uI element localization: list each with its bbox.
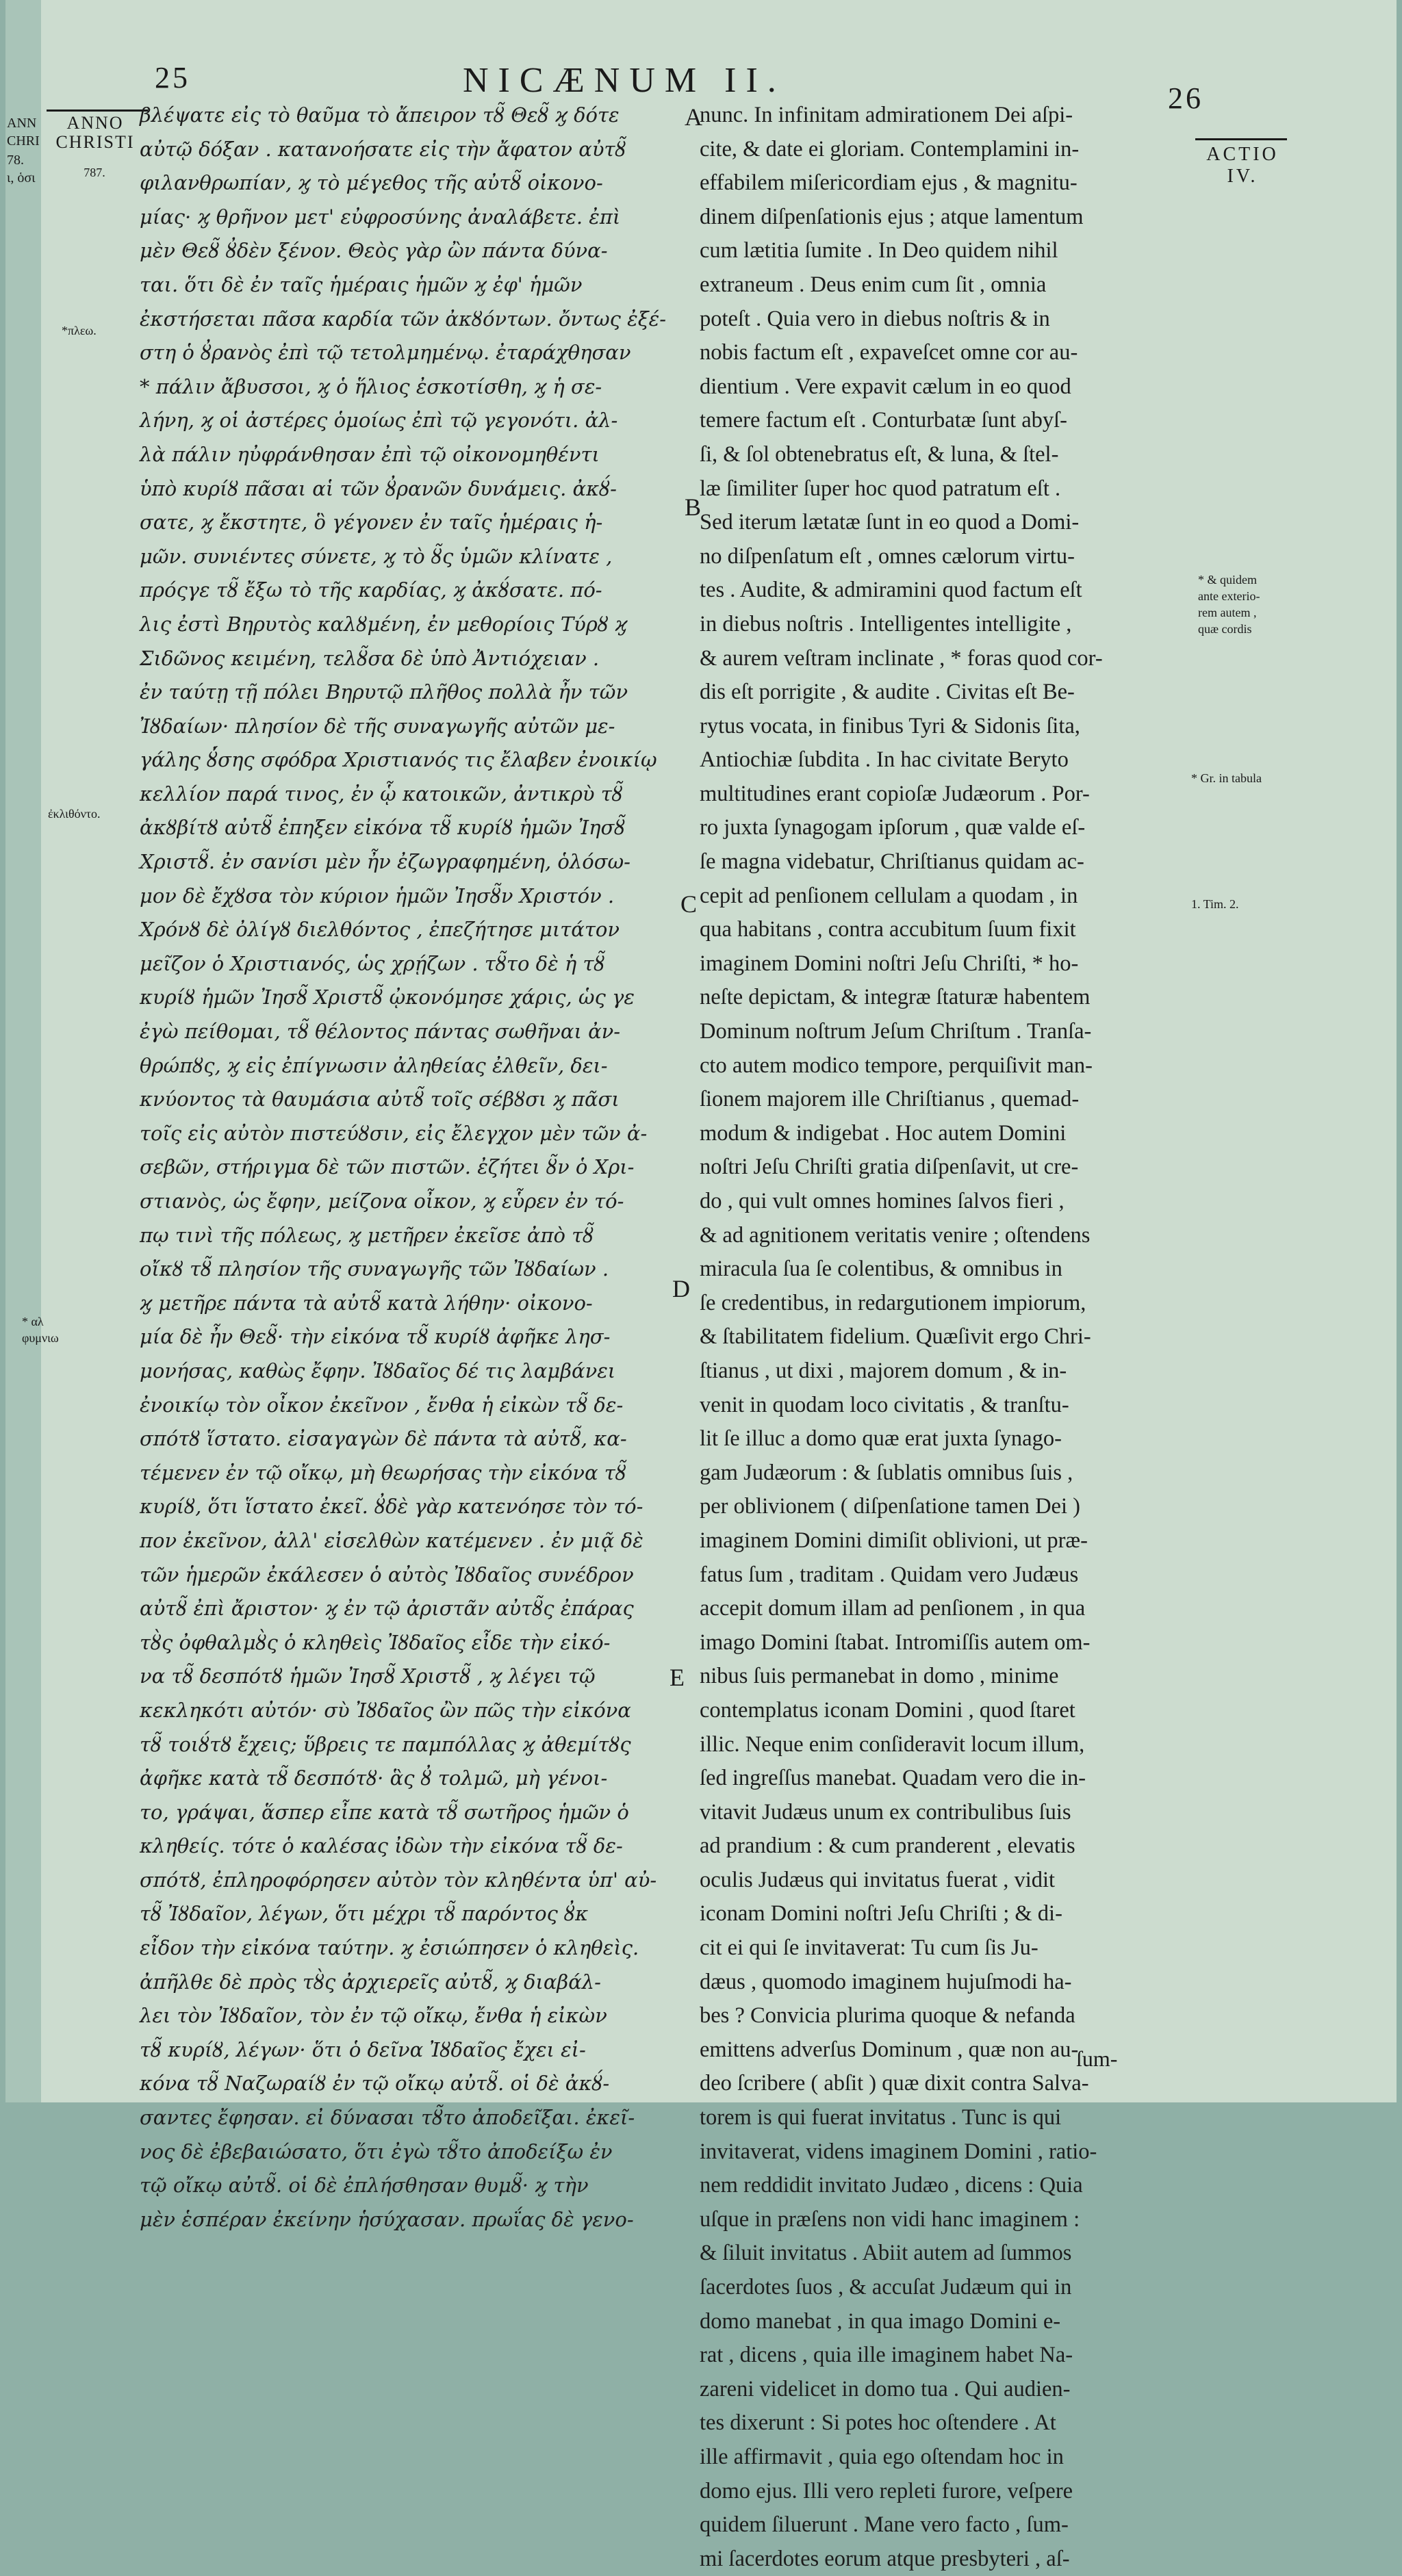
latin-text-line: dinem diſpenſationis ejus ; atque lamentum [700, 204, 1084, 229]
margin-actio: ACTIO [1206, 144, 1279, 165]
margin-note-tim: 1. Tim. 2. [1191, 897, 1239, 911]
latin-text-line: cto autem modico tempore, perquiſivit man- [700, 1053, 1093, 1078]
page [5, 0, 1397, 2571]
latin-text-line: Dominum noſtrum Jeſum Chriſtum . Tranſa- [700, 1019, 1092, 1044]
greek-text-line: κυρίȣ ἡμῶν Ἰησȣ̃ Χριστȣ̃ ᾠκονόμησε χάρις, ὡς γε [140, 986, 635, 1009]
greek-text-line: ἐκστήσεται πᾶσα καρδία τῶν ἀκȣόντων. ὄντως ἐξέ- [140, 307, 667, 331]
latin-text-line: ille affirmavit , quia ego oſtendam hoc in [700, 2444, 1064, 2469]
section-marker-d: D [672, 1275, 690, 1302]
greek-text-line: τȣ̀ς ὀφθαλμȣ̀ς ὁ κληθεὶς Ἰȣδαῖος εἶδε τὴν εἰκό- [140, 1630, 611, 1654]
latin-text-line: ro juxta ſynagogam ipſorum , quæ valde eſ- [700, 815, 1086, 840]
greek-text-line: σεβῶν, στήριγμα δὲ τῶν πιστῶν. ἐζήτει ȣ̃ν ὁ Χρι- [140, 1155, 635, 1179]
latin-text-line: uſque in præſens non vidi hanc imaginem : [700, 2206, 1080, 2232]
latin-text-line: invitaverat, videns imaginem Domini , ratio- [700, 2139, 1097, 2164]
section-marker-e: E [670, 1664, 685, 1691]
latin-text-line: dæus , quomodo imaginem hujuſmodi ha- [700, 1969, 1072, 1994]
greek-text-line: τοῖς εἰς αὐτὸν πιστεύȣσιν, εἰς ἔλεγχον μὲν τῶν ἀ- [140, 1121, 648, 1145]
latin-text-line: fatus ſum , traditam . Quidam vero Judæus [700, 1562, 1079, 1587]
latin-text-line: domo manebat , in qua imago Domini e- [700, 2308, 1061, 2334]
latin-text-line: do , qui vult omnes homines ſalvos fieri , [700, 1189, 1065, 1213]
greek-column [140, 99, 687, 2237]
latin-text-line: contemplatus iconam Domini , quod ſtaret [700, 1697, 1075, 1723]
greek-text-line: ὑπὸ κυρίȣ πᾶσαι αἱ τῶν ȣ̓ρανῶν δυνάμεις. ἀκȣ́- [140, 476, 617, 500]
latin-text-line: noſtri Jeſu Chriſti gratia diſpenſavit, ut cre- [700, 1155, 1079, 1180]
latin-text-line: dientium . Vere expavit cælum in eo quod [700, 374, 1071, 399]
latin-text-line: cum lætitia ſumite . In Deo quidem nihil [700, 238, 1058, 263]
latin-text-line: ſe credentibus, in redargutionem impiorum, [700, 1290, 1086, 1315]
greek-text-line: Ἰȣδαίων· πλησίον δὲ τῆς συναγωγῆς αὐτῶν με- [140, 714, 615, 738]
margin-note-quidem-2: ante exterio- [1198, 589, 1260, 603]
greek-text-line: αὐτȣ̃ ἐπὶ ἄριστον· ϗ ἐν τῷ ἀριστᾶν αὐτȣ̃ς ἐπάρας [140, 1597, 634, 1621]
latin-text-line: imaginem Domini noſtri Jeſu Chriſti, * ho- [700, 951, 1079, 976]
latin-text-line: poteſt . Quia vero in diebus noſtris & in [700, 306, 1050, 331]
margin-note-1: *πλεω. [62, 324, 97, 337]
greek-text-line: μῶν. συνιέντες σύνετε, ϗ τὸ ȣ̃ς ὑμῶν κλίνατε , [140, 544, 613, 568]
greek-text-line: ἀφῆκε κατὰ τȣ̃ δεσπότȣ· ἃς ȣ̓ τολμῶ, μὴ γένοι- [140, 1766, 608, 1790]
greek-text-line: ἐνοικίῳ τὸν οἶκον ἐκεῖνον , ἔνθα ἡ εἰκὼν τȣ̃ δε- [140, 1393, 624, 1417]
latin-text-line: torem is qui fuerat invitatus . Tunc is qui [700, 2105, 1062, 2130]
latin-text-line: nunc. In infinitam admirationem Dei aſpi- [700, 103, 1073, 127]
latin-text-line: & ad agnitionem veritatis venire ; oſtendens [700, 1222, 1091, 1248]
margin-note-quidem-3: rem autem , [1198, 606, 1257, 619]
margin-note-3: * αλ [22, 1315, 44, 1328]
cut-text-2: CHRI [7, 133, 40, 149]
latin-text-line: tes dixerunt : Si potes hoc oſtendere . At [700, 2410, 1056, 2436]
latin-text-line: cit ei qui ſe invitaverat: Tu cum ſis Ju- [700, 1935, 1038, 1961]
latin-text-line: ſed ingreſſus manebat. Quadam vero die in- [700, 1766, 1086, 1791]
greek-text-line: στιανὸς, ὡς ἔφην, μείζονα οἶκον, ϗ εὗρεν ἐν τό- [140, 1189, 624, 1213]
greek-text-line: μον δὲ ἔχȣσα τὸν κύριον ἡμῶν Ἰησȣ̃ν Χριστόν . [140, 884, 615, 907]
latin-text-line: nibus ſuis permanebat in domo , minime [700, 1664, 1059, 1689]
latin-text-line: emittens adverſus Dominum , quæ non au- [700, 2037, 1079, 2062]
catchword: ſum- [1076, 2046, 1118, 2071]
latin-text-line: & ſiluit invitatus . Abiit autem ad ſummos [700, 2241, 1072, 2266]
greek-text-line: αὐτῷ δόξαν . κατανοήσατε εἰς τὴν ἄφατον αὐτȣ̃ [140, 137, 626, 161]
section-marker-a: A [685, 103, 702, 131]
gutter-strip [5, 0, 41, 2102]
latin-text-line: effabilem miſericordiam ejus , & magnitu- [700, 170, 1078, 196]
greek-text-line: λὰ πάλιν ηὐφράνθησαν ἐπὶ τῷ οἰκονομηθέντι [140, 442, 600, 466]
greek-text-line: τȣ̃ Ἰȣδαῖον, λέγων, ὅτι μέχρι τȣ̃ παρόντος ȣ̓κ [140, 1902, 589, 1926]
latin-text-line: imaginem Domini dimiſit oblivioni, ut præ- [700, 1528, 1088, 1553]
greek-text-line: σατε, ϗ ἔκστητε, ὃ γέγονεν ἐν ταῖς ἡμέραις ἡ- [140, 511, 603, 534]
margin-actio-number: IV. [1227, 166, 1258, 187]
greek-text-line: Χριστȣ̃. ἐν σανίσι μὲν ἦν ἐζωγραφημένη, ὁλόσω- [140, 850, 630, 874]
latin-text-line: cite, & date ei gloriam. Contemplamini in- [700, 136, 1080, 162]
latin-text-line: oculis Judæus qui invitatus fuerat , vidit [700, 1867, 1056, 1892]
greek-text-line: στη ὁ ȣ̓ρανὸς ἐπὶ τῷ τετολμημένῳ. ἐταράχθησαν [140, 341, 631, 365]
greek-text-line: φιλανθρωπίαν, ϗ τὸ μέγεθος τῆς αὐτȣ̃ οἰκονο- [140, 171, 603, 195]
greek-text-line: μία δὲ ἦν Θεȣ̃· τὴν εἰκόνα τȣ̃ κυρίȣ ἀφῆκε λησ- [140, 1325, 611, 1349]
greek-text-line: τέμενεν ἐν τῷ οἴκῳ, μὴ θεωρήσας τὴν εἰκόνα τȣ̃ [140, 1460, 626, 1484]
greek-text-line: λήνη, ϗ οἱ ἀστέρες ὁμοίως ἐπὶ τῷ γεγονότι. ἀλ- [140, 409, 618, 433]
latin-text-line: neſte depictam, & integræ ſtaturæ habentem [700, 985, 1091, 1010]
greek-text-line: τῷ οἴκῳ αὐτȣ̃. οἱ δὲ ἐπλήσθησαν θυμȣ̃· ϗ τὴν [140, 2174, 589, 2198]
latin-text-line: ſi, & ſol obtenebratus eſt, & luna, & ſtel- [700, 441, 1059, 467]
latin-text-line: Sed iterum lætatæ ſunt in eo quod a Domi- [700, 510, 1080, 535]
margin-note-4: φυμνιω [22, 1331, 59, 1345]
greek-text-line: Σιδῶνος κειμένη, τελȣ̃σα δὲ ὑπὸ Ἀντιόχειαν . [140, 646, 600, 670]
latin-text-line: & aurem veſtram inclinate , * foras quod cor- [700, 645, 1103, 671]
latin-text-line: temere factum eſt . Conturbatæ ſunt abyſ- [700, 408, 1067, 433]
latin-text-line: ſtianus , ut dixi , majorem domum , & in- [700, 1358, 1067, 1383]
latin-text-line: miracula ſua ſe colentibus, & omnibus in [700, 1257, 1062, 1282]
margin-note-2: ἐκλιθόντο. [48, 807, 101, 821]
latin-text-line: rytus vocata, in finibus Tyri & Sidonis ſita, [700, 713, 1080, 738]
latin-text-line: quidem ſiluerunt . Mane vero facto , ſum- [700, 2512, 1069, 2538]
latin-text-line: & ſtabilitatem fidelium. Quæſivit ergo Chri- [700, 1324, 1091, 1350]
greek-text-line: κεκληκότι αὐτόν· σὺ Ἰȣδαῖος ὢν πῶς τὴν εἰκόνα [140, 1698, 631, 1722]
latin-text-line: zareni videlicet in domo tua . Qui audien- [700, 2376, 1071, 2401]
greek-text-line: μονήσας, καθὼς ἔφην. Ἰȣδαῖος δέ τις λαμβάνει [140, 1358, 616, 1382]
cut-text-1: ANN [7, 116, 37, 131]
greek-text-line: εἶδον τὴν εἰκόνα ταύτην. ϗ ἐσιώπησεν ὁ κληθεὶς. [140, 1936, 639, 1960]
latin-text-line: imago Domini ſtabat. Intromiſſis autem om- [700, 1630, 1091, 1655]
latin-text-line: qua habitans , contra accubitum ſuum fixit [700, 917, 1076, 942]
greek-text-line: κόνα τȣ̃ Ναζωραίȣ ἐν τῷ οἴκῳ αὐτȣ̃. οἱ δὲ ἀκȣ́- [140, 2072, 610, 2096]
greek-text-line: ἐγὼ πείθομαι, τȣ̃ θέλοντος πάντας σωθῆναι ἀν- [140, 1020, 621, 1044]
greek-text-line: κληθείς. τότε ὁ καλέσας ἰδὼν τὴν εἰκόνα τȣ̃ δε- [140, 1834, 623, 1858]
latin-text-line: Antiochiæ ſubdita . In hac civitate Beryto [700, 747, 1069, 773]
greek-text-line: κνύοντος τὰ θαυμάσια αὐτȣ̃ τοῖς σέβȣσι ϗ πᾶσι [140, 1087, 620, 1111]
greek-text-line: μὲν Θεȣ̃ ȣ̓δὲν ξένον. Θεὸς γὰρ ὢν πάντα δύνα- [140, 239, 608, 263]
greek-text-line: νος δὲ ἐβεβαιώσατο, ὅτι ἐγὼ τȣ̃το ἀποδείξω ἐν [140, 2139, 613, 2163]
latin-text-line: ſionem majorem ille Chriſtianus , quemad- [700, 1087, 1080, 1112]
greek-text-line: ἀκȣβίτȣ αὐτȣ̃ ἐπηξεν εἰκόνα τȣ̃ κυρίȣ ἡμῶν Ἰησȣ̃ [140, 816, 626, 840]
latin-text-line: extraneum . Deus enim cum ſit , omnia [700, 272, 1047, 297]
greek-text-line: τῶν ἡμερῶν ἐκάλεσεν ὁ αὐτὸς Ἰȣδαῖος συνέδρον [140, 1562, 634, 1586]
greek-text-line: πον ἐκεῖνον, ἀλλ' εἰσελθὼν κατέμενεν . ἐν μιᾷ δὲ [140, 1528, 643, 1552]
latin-text-line: cepit ad penſionem cellulam a quodam , in [700, 883, 1078, 908]
margin-anno: ANNO [66, 113, 124, 133]
greek-text-line: ἀπῆλθε δὲ πρὸς τȣ̀ς ἀρχιερεῖς αὐτȣ̃, ϗ διαβάλ- [140, 1970, 601, 1994]
latin-text-line: rat , dicens , quia ille imaginem habet Na- [700, 2343, 1073, 2368]
latin-text-line: dis eſt porrigite , & audite . Civitas eſt Be- [700, 680, 1075, 705]
greek-text-line: βλέψατε εἰς τὸ θαῦμα τὸ ἄπειρον τȣ̃ Θεȣ̃ ϗ δότε [140, 103, 620, 127]
greek-text-line: πρόςγε τȣ̃ ἔξω τὸ τῆς καρδίας, ϗ ἀκȣ́σατε. πό- [140, 578, 602, 602]
latin-text-line: lit ſe illuc a domo quæ erat juxta ſynago- [700, 1426, 1062, 1452]
greek-text-line: Χρόνȣ δὲ ὀλίγȣ διελθόντος , ἐπεζήτησε μιτάτον [140, 918, 620, 942]
latin-text-line: accepit domum illam ad penſionem , in qua [700, 1596, 1086, 1621]
section-marker-b: B [685, 493, 702, 521]
latin-text-line: ſacerdotes ſuos , & accuſat Judæum qui in [700, 2275, 1072, 2300]
latin-text-line: ſe magna videbatur, Chriſtianus quidam ac- [700, 849, 1084, 875]
margin-note-quidem-4: quæ cordis [1198, 622, 1252, 636]
right-margin-rule [1195, 138, 1287, 140]
latin-text-line: tes . Audite, & admiramini quod factum eſt [700, 578, 1082, 603]
latin-text-line: nem reddidit invitato Judæo , dicens : Quia [700, 2173, 1083, 2198]
latin-text-line: illic. Neque enim conſideravit locum illum, [700, 1731, 1085, 1757]
latin-text-line: multitudines erant copioſæ Judæorum . Por- [700, 781, 1090, 806]
greek-text-line: ϗ μετῆρε πάντα τὰ αὐτȣ̃ κατὰ λήθην· οἰκονο- [140, 1291, 593, 1315]
page-number-right: 26 [1168, 81, 1203, 115]
greek-text-line: οἴκȣ τȣ̃ πλησίον τῆς συναγωγῆς τῶν Ἰȣδαίων . [140, 1257, 609, 1281]
margin-christi: CHRISTI [55, 132, 135, 152]
latin-text-line: iconam Domini noſtri Jeſu Chriſti ; & di- [700, 1901, 1062, 1927]
latin-text-line: vitavit Judæus unum ex contribulibus ſuis [700, 1799, 1071, 1825]
latin-text-line: venit in quodam loco civitatis , & tranſtu- [700, 1392, 1069, 1417]
greek-text-line: το, γράψαι, ἅσπερ εἶπε κατὰ τȣ̃ σωτῆρος ἡμῶν ὁ [140, 1800, 629, 1824]
greek-text-line: θρώπȣς, ϗ εἰς ἐπίγνωσιν ἀληθείας ἐλθεῖν, δει- [140, 1053, 608, 1077]
greek-text-line: τȣ̃ κυρίȣ, λέγων· ὅτι ὁ δεῖνα Ἰȣδαῖος ἔχει εἰ- [140, 2037, 586, 2061]
greek-text-line: μίας· ϗ θρῆνον μετ' εὐφροσύνης ἀναλάβετε. ἐπὶ [140, 205, 621, 229]
cut-text-3: 78. [7, 153, 24, 168]
margin-note-quidem-1: * & quidem [1198, 573, 1257, 587]
greek-text-line: ἐν ταύτῃ τῇ πόλει Βηρυτῷ πλῆθος πολλὰ ἦν τῶν [140, 680, 628, 704]
latin-text-line: in diebus noſtris . Intelligentes intelligite , [700, 611, 1072, 636]
greek-text-line: να τȣ̃ δεσπότȣ ἡμῶν Ἰησȣ̃ Χριστȣ̃ , ϗ λέγει τῷ [140, 1664, 596, 1688]
greek-text-line: κελλίον παρά τινος, ἐν ᾧ κατοικῶν, ἀντικρὺ τȣ̃ [140, 782, 623, 806]
greek-text-line: * πάλιν ἄβυσσοι, ϗ ὁ ἥλιος ἐσκοτίσθη, ϗ ἡ σε- [140, 374, 602, 398]
running-title: NICÆNUM II. [463, 61, 786, 100]
latin-text-line: ad prandium : & cum pranderent , elevatis [700, 1833, 1075, 1859]
cut-text-4: ι, ὁσι [7, 170, 36, 185]
greek-text-line: μεῖζον ὁ Χριστιανός, ὡς χρῄζων . τȣ̃το δὲ ἡ τȣ̃ [140, 951, 605, 975]
greek-text-line: μὲν ἑσπέραν ἐκείνην ἡσύχασαν. πρωΐας δὲ γενο- [140, 2207, 634, 2231]
greek-text-line: κυρίȣ, ὅτι ἵστατο ἐκεῖ. ȣ̓δὲ γὰρ κατενόησε τὸν τό- [140, 1495, 643, 1519]
latin-text-line: modum & indigebat . Hoc autem Domini [700, 1120, 1067, 1146]
latin-text-line: per oblivionem ( diſpenſatione tamen Dei ) [700, 1494, 1080, 1519]
latin-text-line: deo ſcribere ( abſit ) quæ dixit contra Salva- [700, 2071, 1089, 2096]
left-margin-rule [47, 110, 148, 112]
latin-text-line: no diſpenſatum eſt , omnes cælorum virtu- [700, 543, 1075, 569]
greek-text-line: γάλης ȣ̓́σης σφόδρα Χριστιανός τις ἔλαβεν ἐνοικίῳ [140, 748, 657, 772]
latin-text-line: bes ? Convicia plurima quoque & nefanda [700, 2003, 1075, 2028]
greek-text-line: λις ἐστὶ Βηρυτὸς καλȣμένη, ἐν μεθορίοις Τύρȣ ϗ [140, 612, 628, 636]
greek-text-line: σαντες ἔφησαν. εἰ δύνασαι τȣ̃το ἀποδεῖξαι. ἐκεῖ- [140, 2106, 635, 2130]
latin-text-line: nobis factum eſt , expaveſcet omne cor au- [700, 340, 1078, 365]
greek-text-line: σπότȣ, ἐπληροφόρησεν αὐτὸν τὸν κληθέντα ὑπ' αὐ- [140, 1868, 657, 1892]
section-marker-c: C [680, 890, 698, 918]
margin-year: 787. [84, 166, 105, 179]
greek-text-line: σπότȣ ἵστατο. εἰσαγαγὼν δὲ πάντα τὰ αὐτȣ̃, κα- [140, 1427, 627, 1451]
latin-column [700, 99, 1187, 2576]
latin-text-line: mi ſacerdotes eorum atque presbyteri , aſ- [700, 2546, 1070, 2571]
greek-text-line: τȣ̃ τοιȣ́τȣ ἔχεις; ὕβρεις τε παμπόλλας ϗ ἀθεμίτȣς [140, 1732, 631, 1756]
page-number-left: 25 [155, 61, 190, 94]
greek-text-line: ται. ὅτι δὲ ἐν ταῖς ἡμέραις ἡμῶν ϗ ἐφ' ἡμῶν [140, 272, 583, 296]
margin-note-gr: * Gr. in tabula [1191, 771, 1262, 785]
latin-text-line: læ ſimiliter ſuper hoc quod patratum eſt . [700, 476, 1061, 501]
greek-text-line: πῳ τινὶ τῆς πόλεως, ϗ μετῆρεν ἐκεῖσε ἀπὸ τȣ̃ [140, 1223, 594, 1247]
greek-text-line: λει τὸν Ἰȣδαῖον, τὸν ἐν τῷ οἴκῳ, ἔνθα ἡ εἰκὼν [140, 2004, 607, 2028]
latin-text-line: domo ejus. Illi vero repleti furore, veſpere [700, 2478, 1073, 2503]
latin-text-line: gam Judæorum : & ſublatis omnibus ſuis , [700, 1460, 1073, 1485]
